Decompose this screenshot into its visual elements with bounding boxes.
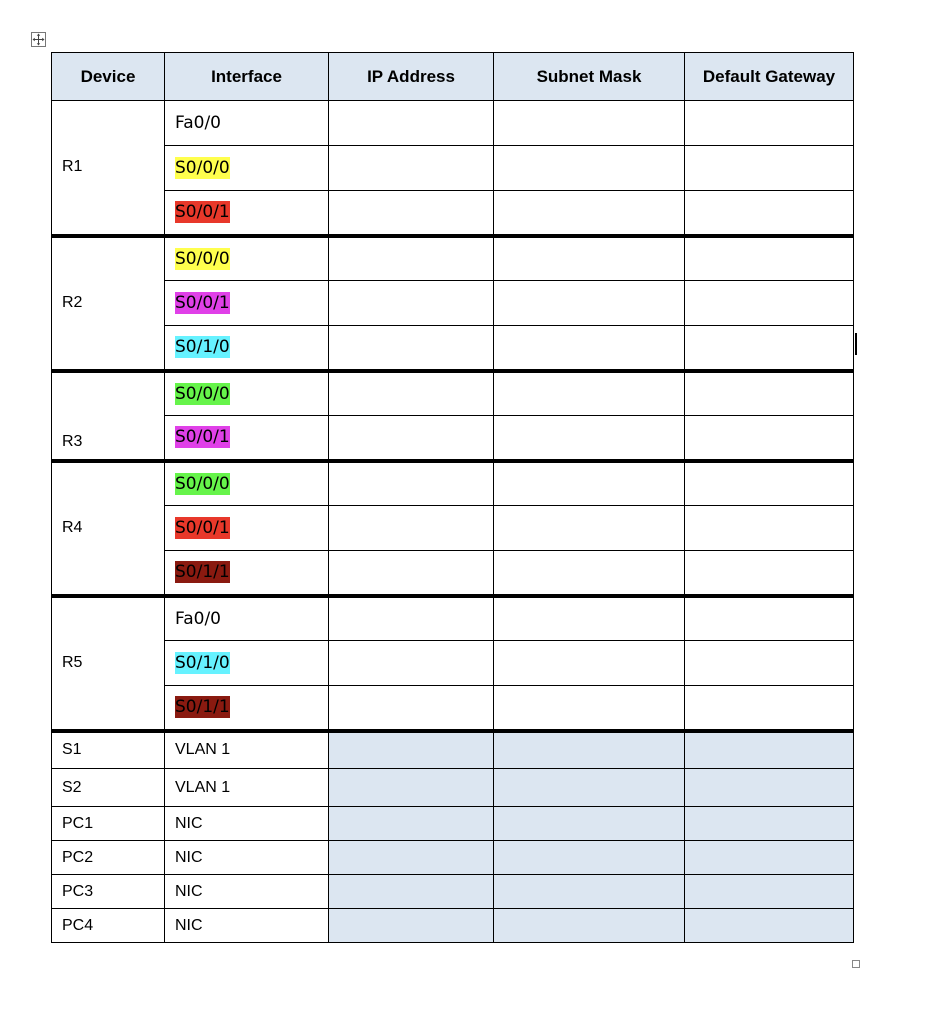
table-row (52, 191, 854, 236)
device-cell[interactable]: R4 (52, 461, 165, 596)
interface-cell[interactable]: VLAN 1 (165, 731, 329, 769)
subnet-mask-cell[interactable] (494, 101, 685, 146)
subnet-mask-cell[interactable] (494, 416, 685, 461)
subnet-mask-cell[interactable] (494, 731, 685, 769)
subnet-mask-cell[interactable] (494, 641, 685, 686)
table-row (52, 551, 854, 596)
ip-address-cell[interactable] (329, 909, 494, 943)
header-default-gateway: Default Gateway (685, 53, 854, 101)
table-row (52, 875, 854, 909)
ip-address-cell[interactable] (329, 101, 494, 146)
table-row (52, 731, 854, 769)
default-gateway-cell[interactable] (685, 875, 854, 909)
subnet-mask-cell[interactable] (494, 769, 685, 807)
subnet-mask-cell[interactable] (494, 191, 685, 236)
interface-label: S0/1/0 (175, 653, 230, 673)
device-cell[interactable]: S2 (52, 769, 165, 807)
subnet-mask-cell[interactable] (494, 236, 685, 281)
header-subnet-mask: Subnet Mask (494, 53, 685, 101)
device-cell[interactable]: R2 (52, 236, 165, 371)
subnet-mask-cell[interactable] (494, 551, 685, 596)
ip-address-cell[interactable] (329, 191, 494, 236)
interface-cell[interactable]: NIC (165, 909, 329, 943)
interface-label: S0/0/1 (175, 293, 230, 313)
interface-cell[interactable]: NIC (165, 807, 329, 841)
ip-address-cell[interactable] (329, 236, 494, 281)
default-gateway-cell[interactable] (685, 596, 854, 641)
interface-cell[interactable] (165, 596, 329, 641)
interface-cell[interactable] (165, 686, 329, 731)
header-interface: Interface (165, 53, 329, 101)
interface-cell[interactable] (165, 371, 329, 416)
interface-cell[interactable] (165, 416, 329, 461)
ip-address-cell[interactable] (329, 596, 494, 641)
ip-address-cell[interactable] (329, 731, 494, 769)
default-gateway-cell[interactable] (685, 641, 854, 686)
ip-address-cell[interactable] (329, 416, 494, 461)
interface-label: S0/0/1 (175, 202, 230, 223)
table-row (52, 769, 854, 807)
ip-address-cell[interactable] (329, 686, 494, 731)
subnet-mask-cell[interactable] (494, 371, 685, 416)
subnet-mask-cell[interactable] (494, 875, 685, 909)
subnet-mask-cell[interactable] (494, 686, 685, 731)
table-row (52, 841, 854, 875)
subnet-mask-cell[interactable] (494, 326, 685, 371)
subnet-mask-cell[interactable] (494, 281, 685, 326)
ip-address-cell[interactable] (329, 146, 494, 191)
default-gateway-cell[interactable] (685, 807, 854, 841)
subnet-mask-cell[interactable] (494, 506, 685, 551)
interface-label: S0/0/0 (175, 158, 230, 178)
interface-cell[interactable] (165, 551, 329, 596)
interface-cell[interactable] (165, 326, 329, 371)
device-cell[interactable]: PC2 (52, 841, 165, 875)
table-row (52, 146, 854, 191)
interface-cell[interactable]: NIC (165, 841, 329, 875)
text-cursor (855, 333, 857, 355)
table-row (52, 461, 854, 506)
default-gateway-cell[interactable] (685, 841, 854, 875)
ip-address-cell[interactable] (329, 641, 494, 686)
ip-address-cell[interactable] (329, 841, 494, 875)
subnet-mask-cell[interactable] (494, 841, 685, 875)
interface-cell[interactable] (165, 506, 329, 551)
ip-address-cell[interactable] (329, 769, 494, 807)
interface-label: S0/0/0 (175, 473, 230, 494)
device-cell[interactable]: R5 (52, 596, 165, 731)
table-resize-handle-icon[interactable] (852, 960, 860, 968)
subnet-mask-cell[interactable] (494, 807, 685, 841)
ip-address-cell[interactable] (329, 807, 494, 841)
default-gateway-cell[interactable] (685, 191, 854, 236)
table-row (52, 596, 854, 641)
interface-cell[interactable] (165, 191, 329, 236)
interface-label: S0/1/1 (175, 562, 230, 583)
interface-label: Fa0/0 (175, 113, 221, 133)
table-row (52, 101, 854, 146)
default-gateway-cell[interactable] (685, 909, 854, 943)
interface-cell[interactable] (165, 281, 329, 326)
interface-label: S0/1/0 (175, 337, 230, 358)
interface-cell[interactable] (165, 236, 329, 281)
table-row (52, 281, 854, 326)
table-row (52, 807, 854, 841)
subnet-mask-cell[interactable] (494, 461, 685, 506)
interface-cell[interactable]: VLAN 1 (165, 769, 329, 807)
interface-cell[interactable] (165, 641, 329, 686)
table-move-handle-icon[interactable] (31, 32, 46, 47)
interface-label: Fa0/0 (175, 608, 221, 629)
interface-label: S0/0/0 (175, 248, 230, 269)
default-gateway-cell[interactable] (685, 461, 854, 506)
interface-label: S0/1/1 (175, 697, 230, 718)
interface-cell[interactable] (165, 101, 329, 146)
device-cell[interactable]: PC4 (52, 909, 165, 943)
table-row (52, 686, 854, 731)
default-gateway-cell[interactable] (685, 281, 854, 326)
ip-address-cell[interactable] (329, 371, 494, 416)
default-gateway-cell[interactable] (685, 769, 854, 807)
subnet-mask-cell[interactable] (494, 909, 685, 943)
table-row (52, 909, 854, 943)
header-ip-address: IP Address (329, 53, 494, 101)
interface-cell[interactable]: NIC (165, 875, 329, 909)
default-gateway-cell[interactable] (685, 731, 854, 769)
device-cell[interactable]: S1 (52, 731, 165, 769)
default-gateway-cell[interactable] (685, 101, 854, 146)
device-cell[interactable]: PC3 (52, 875, 165, 909)
ip-address-cell[interactable] (329, 461, 494, 506)
device-cell[interactable]: R3 (52, 371, 165, 461)
ip-address-cell[interactable] (329, 281, 494, 326)
table-row (52, 236, 854, 281)
table-row (52, 371, 854, 416)
interface-label: S0/0/0 (175, 383, 230, 404)
default-gateway-cell[interactable] (685, 236, 854, 281)
ip-address-cell[interactable] (329, 551, 494, 596)
default-gateway-cell[interactable] (685, 326, 854, 371)
ip-address-cell[interactable] (329, 326, 494, 371)
interface-cell[interactable] (165, 146, 329, 191)
default-gateway-cell[interactable] (685, 551, 854, 596)
table-row (52, 416, 854, 461)
ip-address-cell[interactable] (329, 506, 494, 551)
default-gateway-cell[interactable] (685, 506, 854, 551)
interface-label: S0/0/1 (175, 518, 230, 538)
subnet-mask-cell[interactable] (494, 146, 685, 191)
default-gateway-cell[interactable] (685, 416, 854, 461)
interface-cell[interactable] (165, 461, 329, 506)
header-row (52, 53, 854, 101)
default-gateway-cell[interactable] (685, 371, 854, 416)
subnet-mask-cell[interactable] (494, 596, 685, 641)
device-cell[interactable]: R1 (52, 101, 165, 236)
device-cell[interactable]: PC1 (52, 807, 165, 841)
interface-label: S0/0/1 (175, 427, 230, 448)
table-row (52, 326, 854, 371)
default-gateway-cell[interactable] (685, 686, 854, 731)
addressing-table (51, 52, 854, 943)
ip-address-cell[interactable] (329, 875, 494, 909)
table-row (52, 506, 854, 551)
default-gateway-cell[interactable] (685, 146, 854, 191)
header-device: Device (52, 53, 165, 101)
table-row (52, 641, 854, 686)
